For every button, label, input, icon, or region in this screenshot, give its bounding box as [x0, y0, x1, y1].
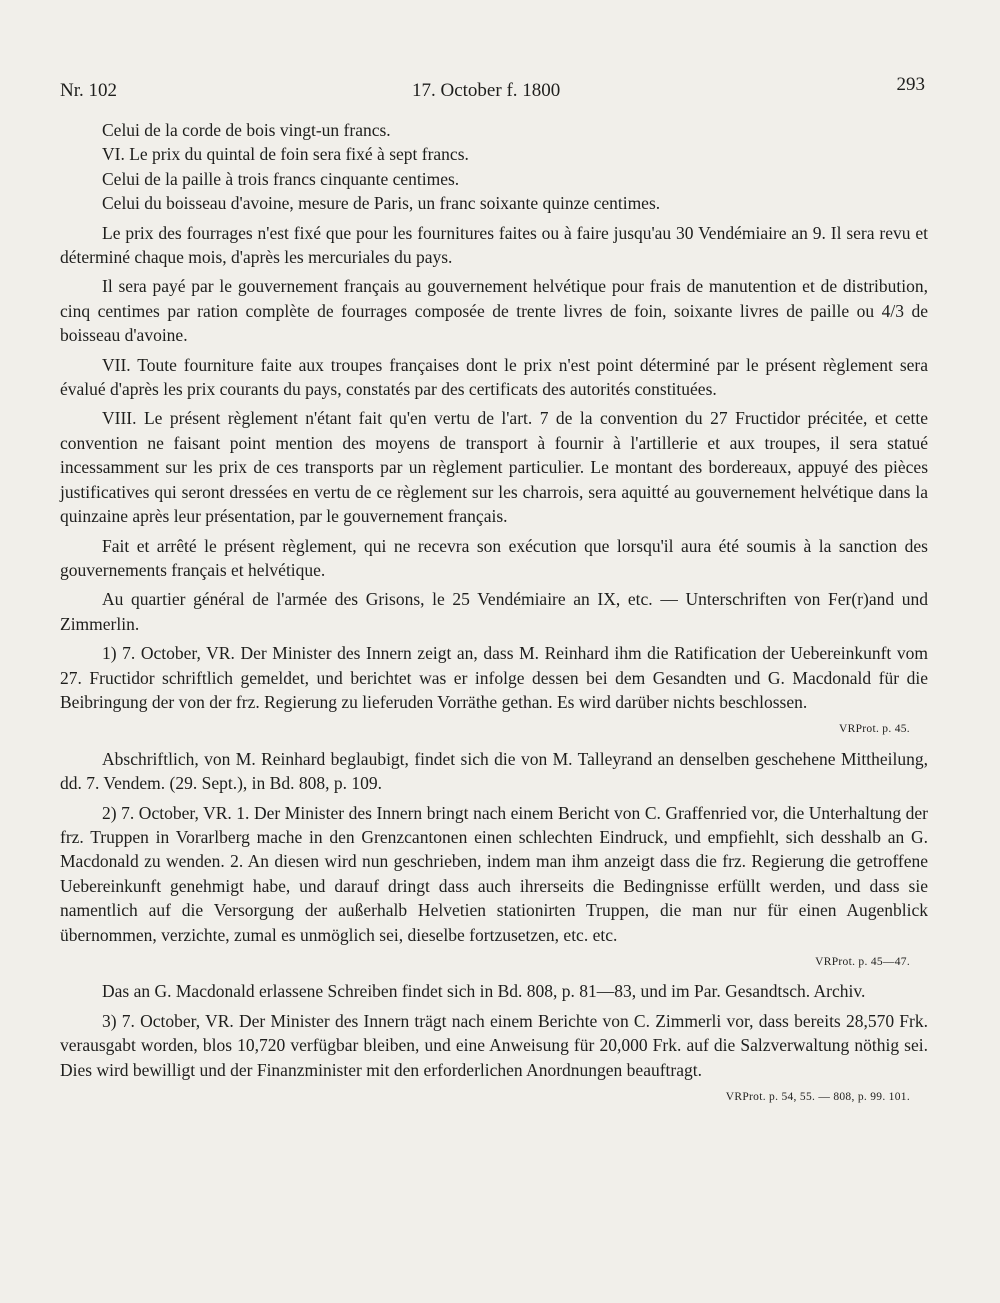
paragraph: Fait et arrêté le présent règlement, qui ne recevra son exécution que lorsqu'il aura été soumis à la sanction des gouvernements français et helvétique.	[60, 535, 928, 580]
paragraph: Il sera payé par le gouvernement français au gouvernement helvétique pour frais de manutention et de distribution, cinq centimes par ration complète de fourrages composée de trente livres de foin, soixante livres de paille ou 4/3 de boisseau d'avoine.	[60, 276, 928, 346]
paragraph: Celui de la corde de bois vingt-un francs.	[102, 120, 391, 140]
paragraph: VIII. Le présent règlement n'étant fait qu'en vertu de l'art. 7 de la convention du 27 Fructidor précitée, et cette convention ne faisant point mention des moyens de transport à fournir à l'artillerie et aux troupes, il sera statué incessamment sur les prix de ces transports par un règlement particulier. Le montant des bordereaux, appuyé des pièces justificatives qui seront dressées en vertu de ce règlement sur les charrois, sera aquitté au gouvernement helvétique dans la quinzaine après leur présentation, par le gouvernement français.	[60, 408, 928, 527]
paragraph: Le prix des fourrages n'est fixé que pour les fournitures faites ou à faire jusqu'au 30 Vendémiaire an 9. Il sera revu et déterminé chaque mois, d'après les mercuriales du pays.	[60, 222, 928, 268]
reference-line	[60, 947, 928, 974]
protocol-reference: VRProt. p. 45.	[839, 723, 910, 736]
page-header	[60, 74, 925, 106]
paragraph: 1) 7. October, VR. Der Minister des Innern zeigt an, dass M. Reinhard ihm die Ratification der Uebereinkunft vom 27. Fructidor schriftlich gemeldet, und berichtet was er infolge dessen bei dem Gesandten und G. Macdonald für die Beibringung der von der frz. Regierung zu lieferuden Vorräthe gethan. Es wird darüber nichts beschlossen.	[60, 643, 928, 712]
document-body	[60, 118, 928, 1109]
document-number: Nr. 102	[60, 80, 117, 101]
paragraph: 3) 7. October, VR. Der Minister des Innern trägt nach einem Berichte von C. Zimmerli vor, dass bereits 28,570 Frk. verausgabt worden, blos 10,720 verfügbar bleiben, und eine Anweisung für 20,000 Frk. auf die Salzverwaltung nöthig sei. Dies wird bewilligt und der Finanzminister mit den erforderlichen Anordnungen beauftragt.	[60, 1010, 928, 1080]
reference-line	[60, 714, 928, 741]
paragraph: Celui de la paille à trois francs cinquante centimes.	[102, 168, 460, 189]
paragraph: Au quartier général de l'armée des Grisons, le 25 Vendémiaire an IX, etc. — Unterschriften von Fer(r)and und Zimmerlin.	[60, 589, 928, 634]
running-title: 17. October f. 1800	[412, 80, 561, 101]
protocol-reference: VRProt. p. 54, 55. — 808, p. 99. 101.	[725, 1091, 910, 1104]
paragraph: Abschriftlich, von M. Reinhard beglaubigt, findet sich die von M. Talleyrand an denselben geschehene Mittheilung, dd. 7. Vendem. (29. Sept.), in Bd. 808, p. 109.	[60, 748, 928, 794]
paragraph: VI. Le prix du quintal de foin sera fixé à sept francs.	[102, 144, 469, 165]
paragraph: 2) 7. October, VR. 1. Der Minister des Innern bringt nach einem Bericht von C. Graffenried vor, die Unterhaltung der frz. Truppen in Vorarlberg mache in den Grenzcantonen einen schlechten Eindruck, und empfiehlt, sich desshalb an G. Macdonald zu wenden. 2. An diesen wird nun geschrieben, indem man ihm anzeigt dass die frz. Regierung die getroffene Uebereinkunft genehmigt habe, und darauf dringt dass auch ihrerseits die Bedingnisse erfüllt werden, und dass sie namentlich auf die Versorgung der außerhalb Helvetien stationirten Truppen, die man nur für einen Augenblick übernommen, verzichte, zumal es unmöglich sei, dieselbe fortzusetzen, etc. etc.	[60, 802, 928, 945]
protocol-reference: VRProt. p. 45—47.	[815, 956, 910, 968]
paragraph: VII. Toute fourniture faite aux troupes françaises dont le prix n'est point déterminé par le présent règlement sera évalué d'après les prix courants du pays, constatés par des certificats des autorités constituées.	[60, 354, 928, 400]
page-number: 293	[896, 74, 925, 95]
reference-line	[60, 1082, 928, 1109]
paragraph: Celui du boisseau d'avoine, mesure de Paris, un franc soixante quinze centimes.	[102, 193, 661, 214]
paragraph: Das an G. Macdonald erlassene Schreiben findet sich in Bd. 808, p. 81—83, und im Par. Gesandtsch. Archiv.	[102, 981, 866, 1002]
